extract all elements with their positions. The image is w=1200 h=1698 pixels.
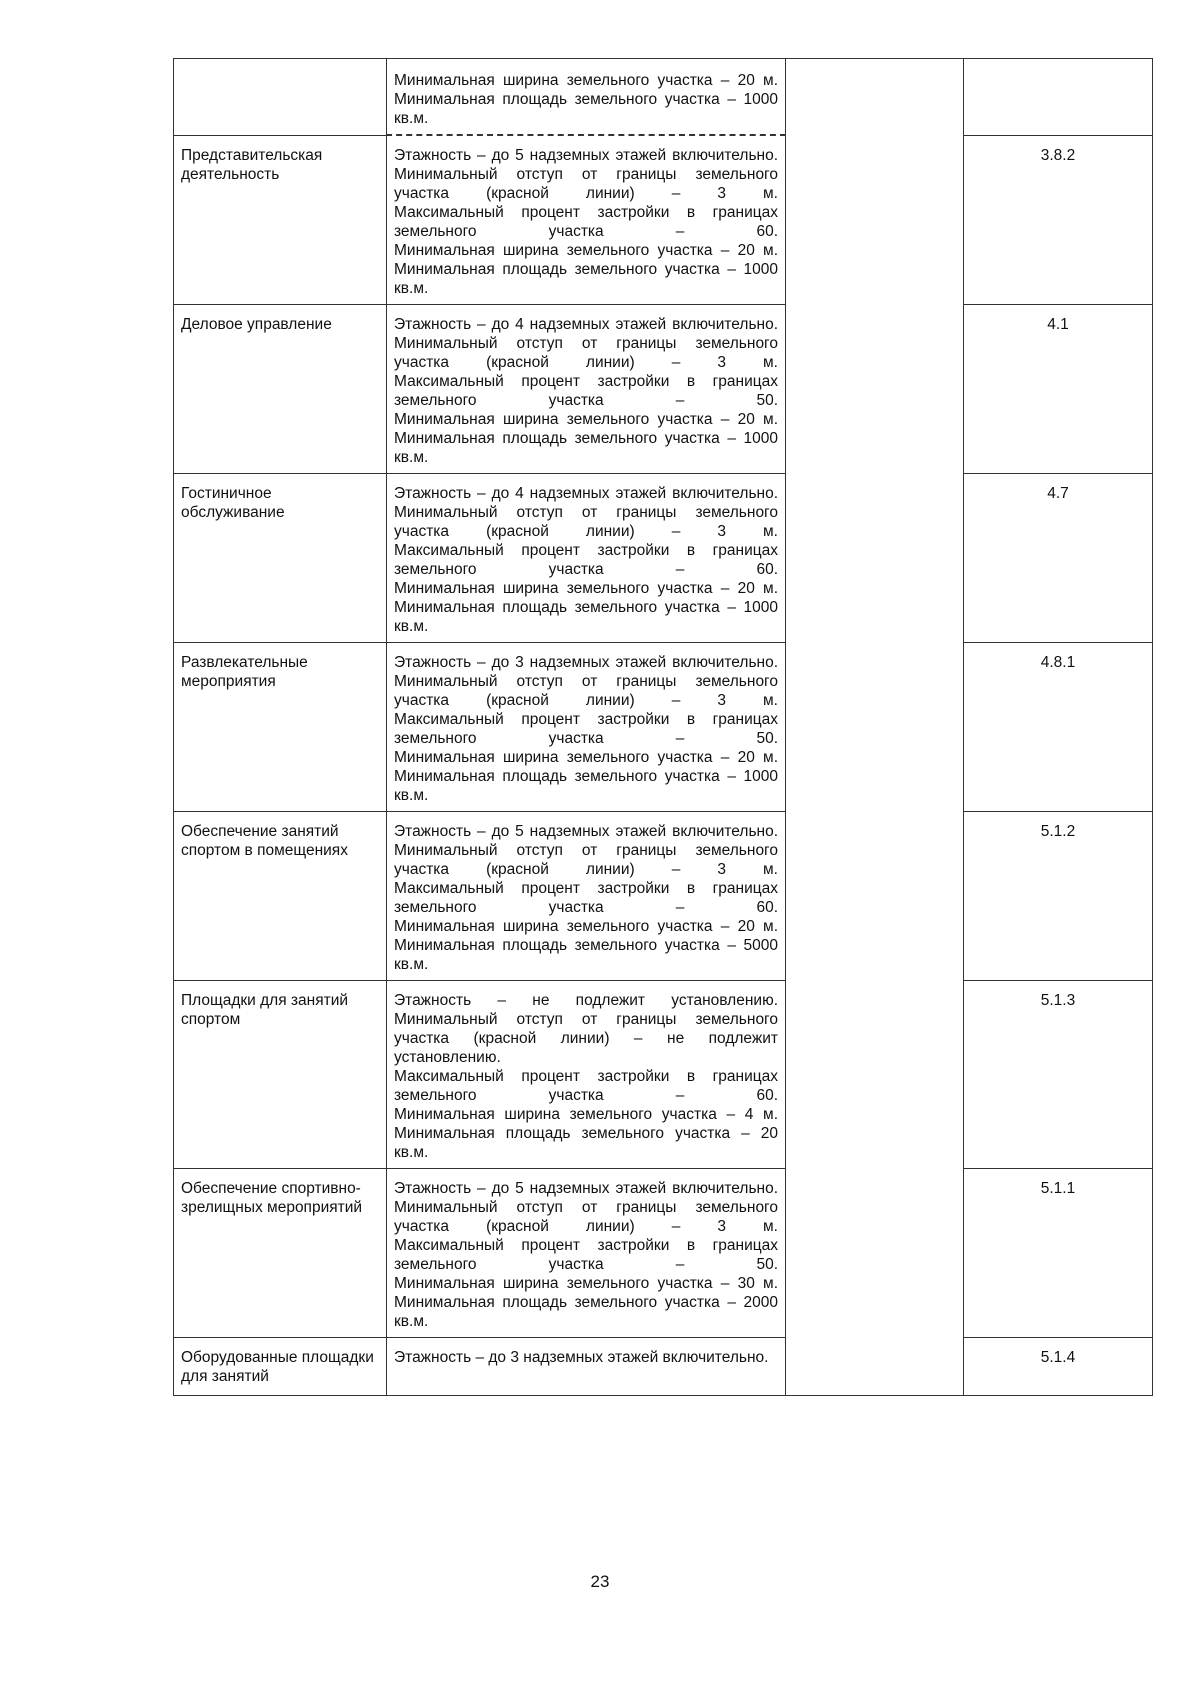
empty-column-cell: [786, 1338, 964, 1396]
parameter-line: Минимальная ширина земельного участка – 30 м.: [394, 1275, 778, 1292]
table-row: [174, 135, 1153, 305]
parameter-line: Минимальный отступ от границы земельного участка (красной линии) – 3 м.: [394, 673, 778, 709]
parameter-line: Минимальный отступ от границы земельного участка (красной линии) – не подлежит установлению.: [394, 1011, 778, 1066]
parameter-line: Минимальная площадь земельного участка – 20 кв.м.: [394, 1125, 778, 1161]
classifier-code-cell: 5.1.3: [964, 981, 1153, 1169]
parameters-cell: [387, 643, 786, 812]
table-row: [174, 643, 1153, 812]
parameter-line: Минимальная ширина земельного участка – 20 м.: [394, 918, 778, 935]
table-row: [174, 981, 1153, 1169]
classifier-code-cell: 4.7: [964, 474, 1153, 643]
parameter-line: Минимальный отступ от границы земельного участка (красной линии) – 3 м.: [394, 504, 778, 540]
parameter-line: Этажность – до 4 надземных этажей включительно.: [394, 485, 778, 502]
parameter-line: Минимальный отступ от границы земельного участка (красной линии) – 3 м.: [394, 842, 778, 878]
empty-column-cell: [786, 135, 964, 305]
land-use-name-cell: Представительская деятельность: [174, 135, 387, 305]
parameters-cell: [387, 812, 786, 981]
parameter-line: Минимальная ширина земельного участка – 20 м.: [394, 72, 778, 89]
parameter-line: Минимальная площадь земельного участка – 1000 кв.м.: [394, 599, 778, 635]
parameter-line: Максимальный процент застройки в границах земельного участка – 60.: [394, 204, 778, 240]
classifier-code-cell: [964, 59, 1153, 136]
land-use-name-cell: Оборудованные площадки для занятий: [174, 1338, 387, 1396]
parameter-line: Минимальная ширина земельного участка – 20 м.: [394, 580, 778, 597]
table-body: [174, 59, 1153, 1396]
empty-column-cell: [786, 812, 964, 981]
parameter-line: Минимальный отступ от границы земельного участка (красной линии) – 3 м.: [394, 166, 778, 202]
parameter-line: Минимальная ширина земельного участка – 20 м.: [394, 242, 778, 259]
table-row: [174, 305, 1153, 474]
empty-column-cell: [786, 305, 964, 474]
table-row: [174, 812, 1153, 981]
parameter-line: Этажность – не подлежит установлению.: [394, 992, 778, 1009]
land-use-name-cell: Площадки для занятий спортом: [174, 981, 387, 1169]
parameters-cell: [387, 981, 786, 1169]
classifier-code-cell: 4.1: [964, 305, 1153, 474]
empty-column-cell: [786, 981, 964, 1169]
parameter-line: Минимальная площадь земельного участка – 1000 кв.м.: [394, 430, 778, 466]
parameters-cell: [387, 135, 786, 305]
parameter-line: Минимальная площадь земельного участка – 1000 кв.м.: [394, 91, 778, 127]
land-use-name-cell: [174, 59, 387, 136]
parameter-line: Этажность – до 3 надземных этажей включительно.: [394, 654, 778, 671]
land-use-name-cell: Деловое управление: [174, 305, 387, 474]
land-use-name-cell: Гостиничное обслуживание: [174, 474, 387, 643]
parameter-line: Максимальный процент застройки в границах земельного участка – 50.: [394, 373, 778, 409]
classifier-code-cell: 5.1.1: [964, 1169, 1153, 1338]
parameter-line: Этажность – до 5 надземных этажей включительно.: [394, 823, 778, 840]
land-use-name-cell: Развлекательные мероприятия: [174, 643, 387, 812]
parameter-line: Максимальный процент застройки в границах земельного участка – 60.: [394, 542, 778, 578]
parameters-cell: [387, 474, 786, 643]
parameter-line: Минимальная ширина земельного участка – 20 м.: [394, 749, 778, 766]
empty-column-cell: [786, 59, 964, 136]
land-use-name-cell: Обеспечение спортивно-зрелищных мероприятий: [174, 1169, 387, 1338]
parameter-line: Минимальная площадь земельного участка – 5000 кв.м.: [394, 937, 778, 973]
parameters-cell: [387, 59, 786, 136]
table-row: [174, 1169, 1153, 1338]
parameter-line: Минимальная площадь земельного участка – 1000 кв.м.: [394, 261, 778, 297]
land-use-regulations-table: [173, 58, 1153, 1396]
table-row: [174, 474, 1153, 643]
parameter-line: Этажность – до 3 надземных этажей включительно.: [394, 1349, 769, 1366]
empty-column-cell: [786, 1169, 964, 1338]
empty-column-cell: [786, 643, 964, 812]
parameter-line: Максимальный процент застройки в границах земельного участка – 60.: [394, 1068, 778, 1104]
parameter-line: Максимальный процент застройки в границах земельного участка – 50.: [394, 1237, 778, 1273]
classifier-code-cell: 3.8.2: [964, 135, 1153, 305]
parameters-cell: [387, 1338, 786, 1396]
parameter-line: Этажность – до 5 надземных этажей включительно.: [394, 147, 778, 164]
land-use-name-cell: Обеспечение занятий спортом в помещениях: [174, 812, 387, 981]
classifier-code-cell: 4.8.1: [964, 643, 1153, 812]
table-row: [174, 1338, 1153, 1396]
classifier-code-cell: 5.1.2: [964, 812, 1153, 981]
parameter-line: Минимальная ширина земельного участка – 20 м.: [394, 411, 778, 428]
parameter-line: Минимальная ширина земельного участка – 4 м.: [394, 1106, 778, 1123]
parameter-line: Минимальный отступ от границы земельного участка (красной линии) – 3 м.: [394, 335, 778, 371]
table-row: [174, 59, 1153, 136]
parameter-line: Минимальная площадь земельного участка – 2000 кв.м.: [394, 1294, 778, 1330]
parameter-line: Этажность – до 4 надземных этажей включительно.: [394, 316, 778, 333]
parameters-cell: [387, 1169, 786, 1338]
parameter-line: Этажность – до 5 надземных этажей включительно.: [394, 1180, 778, 1197]
parameter-line: Минимальный отступ от границы земельного участка (красной линии) – 3 м.: [394, 1199, 778, 1235]
empty-column-cell: [786, 474, 964, 643]
page-number: 23: [590, 1572, 610, 1591]
parameter-line: Максимальный процент застройки в границах земельного участка – 50.: [394, 711, 778, 747]
classifier-code-cell: 5.1.4: [964, 1338, 1153, 1396]
parameter-line: Минимальная площадь земельного участка – 1000 кв.м.: [394, 768, 778, 804]
parameter-line: Максимальный процент застройки в границах земельного участка – 60.: [394, 880, 778, 916]
parameters-cell: [387, 305, 786, 474]
